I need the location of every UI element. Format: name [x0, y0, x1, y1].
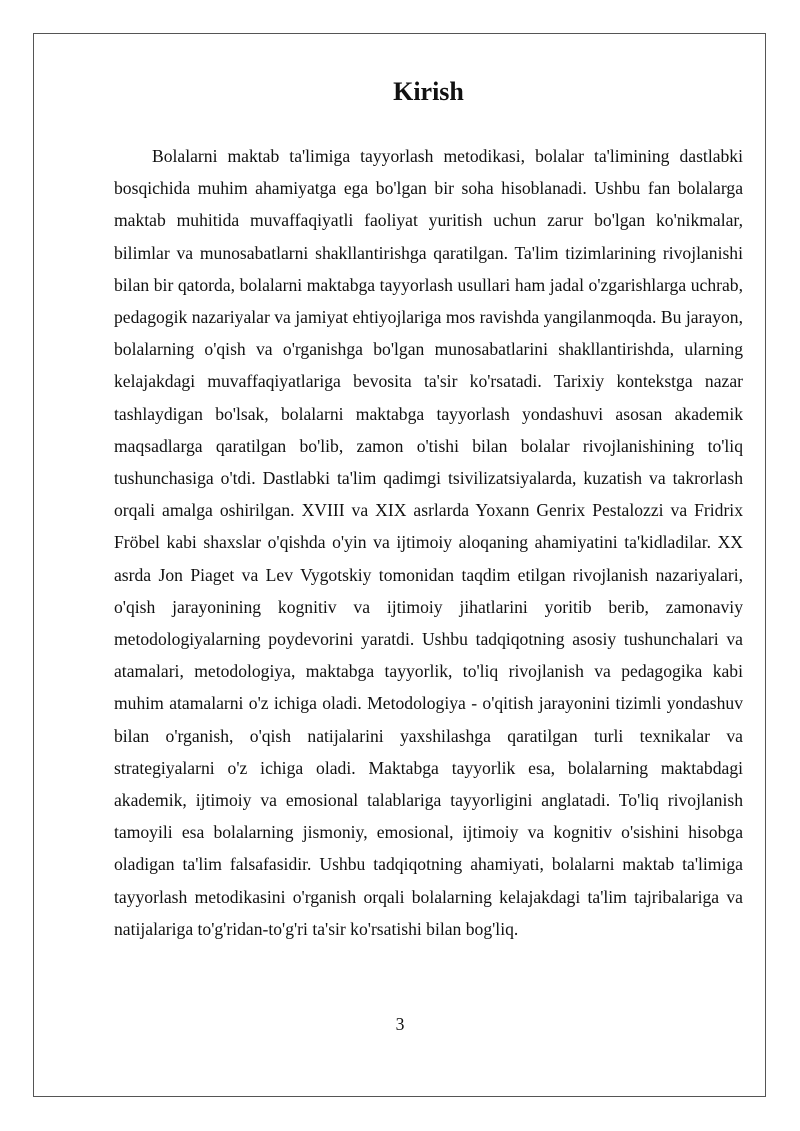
- page-title: Kirish: [393, 77, 464, 106]
- page-number: 3: [395, 1014, 405, 1034]
- body-paragraph: Bolalarni maktab ta'limiga tayyorlash metodikasi, bolalar ta'limining dastlabki bosqichida muhim ahamiyatga ega bo'lgan bir soha hisoblanadi. Ushbu fan bolalarga maktab muhitida muvaffaqiyatli faoliyat yuritish uchun zarur bo'lgan ko'nikmalar, bilimlar va munosabatlarni shakllantirishga qaratilgan. Ta'lim tizimlarining rivojlanishi bilan bir qatorda, bolalarni maktabga tayyorlash usullari ham jadal o'zgarishlarga uchrab, pedagogik nazariyalar va jamiyat ehtiyojlariga mos ravishda yangilanmoqda. Bu jarayon, bolalarning o'qish va o'rganishga bo'lgan munosabatlarini shakllantirishda, ularning kelajakdagi muvaffaqiyatlariga bevosita ta'sir ko'rsatadi. Tarixiy kontekstga nazar tashlaydigan bo'lsak, bolalarni maktabga tayyorlash yondashuvi asosan akademik maqsadlarga qaratilgan bo'lib, zamon o'tishi bilan bolalar rivojlanishining to'liq tushunchasiga o'tdi. Dastlabki ta'lim qadimgi tsivilizatsiyalarda, kuzatish va takrorlash orqali amalga oshirilgan. XVIII va XIX asrlarda Yoxann Genrix Pestalozzi va Fridrix Fröbel kabi shaxslar o'qishda o'yin va ijtimoiy aloqaning ahamiyatini ta'kidladilar. XX asrda Jon Piaget va Lev Vygotskiy tomonidan taqdim etilgan rivojlanish nazariyalari, o'qish jarayonining kognitiv va ijtimoiy jihatlarini yoritib berib, zamonaviy metodologiyalarning poydevorini yaratdi. Ushbu tadqiqotning asosiy tushunchalari va atamalari, metodologiya, maktabga tayyorlik, to'liq rivojlanish va pedagogika kabi muhim atamalarni o'z ichiga oladi. Metodologiya - o'qitish jarayonini tizimli yondashuv bilan o'rganish, o'qish natijalarini yaxshilashga qaratilgan turli texnikalar va strategiyalarni o'z ichiga oladi. Maktabga tayyorlik esa, bolalarning maktabdagi akademik, ijtimoiy va emosional talablariga tayyorligini anglatadi. To'liq rivojlanish tamoyili esa bolalarning jismoniy, emosional, ijtimoiy va kognitiv o'sishini hisobga oladigan ta'lim falsafasidir. Ushbu tadqiqotning ahamiyati, bolalarni maktab ta'limiga tayyorlash metodikasini o'rganish orqali bolalarning kelajakdagi ta'lim tajribalariga va natijalariga to'g'ridan-to'g'ri ta'sir ko'rsatishi bilan bog'liq.: [114, 146, 743, 939]
- page-content: [114, 74, 743, 945]
